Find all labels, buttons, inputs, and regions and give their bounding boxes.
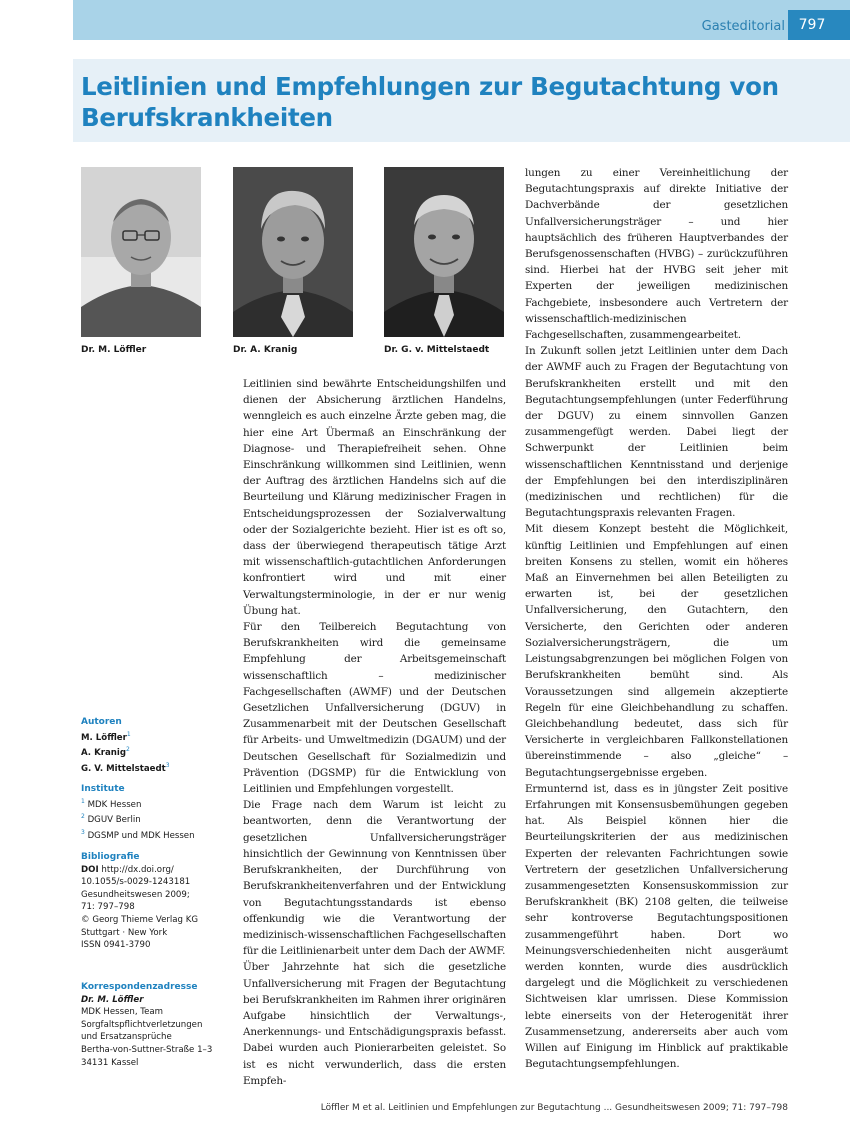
portrait-mittelstaedt [384, 167, 504, 337]
bibliography-block [81, 851, 231, 952]
doi-label: DOI [81, 864, 99, 875]
doi-link-cont[interactable]: 10.1055/s-0029-1243181 [81, 877, 191, 888]
address-line: MDK Hessen, Team [81, 1007, 164, 1018]
author-name: G. V. Mittelstaedt [81, 763, 166, 774]
header-bar [73, 0, 850, 40]
author-line [81, 760, 231, 775]
institute-sup: 2 [81, 813, 85, 821]
body-paragraph: Über Jahrzehnte hat sich die gesetzliche Unfallversicherung mit Fragen der Begutachtung bei Berufskrankheiten im Rahmen ihrer originären Aufgabe hinsichtlich der Verwaltungs-, Anerkennungs- und Entschädigungspraxis befasst. Dabei wurden auch Pionierarbeiten geleistet. So ist es nicht verwunderlich, dass die ersten Empfeh- [243, 961, 506, 1087]
body-paragraph: lungen zu einer Vereinheitlichung der Begutachtungspraxis auf direkte Initiative der Dachverbände der gesetzlichen Unfallversicherungsträger – und hier hauptsächlich des früheren Hauptverbandes der Berufsgenossenschaften (HVBG) – zurückzuführen sind. Hierbei hat der HVBG seit jeher mit Experten der jeweiligen medizinischen Fachgebiete, insbesondere auch Vertretern der wissenschaftlich-medizinischen Fachgesellschaften, zusammengearbeitet. [525, 167, 788, 342]
page-number-box [788, 10, 850, 40]
author-line [81, 729, 231, 744]
body-paragraph: In Zukunft sollen jetzt Leitlinien unter dem Dach der AWMF auch zu Fragen der Begutachtung von Berufskrankheiten erstellt und mit den Begutachtungsempfehlungen (unter Federführung der DGUV) zu einem sinnvollen Ganzen zusammengefügt werden. Dabei liegt der Schwerpunkt der Leitlinien beim wissenschaftlichen Kenntnisstand und derjenige der Empfehlungen bei den interdisziplinären (medizinischen und rechtlichen) für die Begutachtungspraxis relevanten Fragen. [525, 345, 788, 520]
author-name: A. Kranig [81, 747, 126, 758]
body-paragraph: Die Frage nach dem Warum ist leicht zu beantworten, denn die Verantwortung der gesetzlichen Unfallversicherungsträger hinsichtlich der Gewinnung von Kenntnissen über Berufskrankheiten, der Durchführung von Berufskrankheitenverfahren und der Entwicklung von Begutachtungsstandards ist ebenso offenkundig wie die Verantwortung der medizinisch-wissenschaftlichen Fachgesellschaften für die Leitlinienarbeit unter dem Dach der AWMF. [243, 799, 506, 958]
page-footer: Löffler M et al. Leitlinien und Empfehlungen zur Begutachtung ... Gesundheitswesen 2009; 71: 797–798 [320, 1103, 788, 1113]
doi-line [81, 864, 231, 877]
bib-line: © Georg Thieme Verlag KG [81, 914, 199, 925]
author-sup: 3 [165, 761, 170, 769]
portrait-photo [81, 167, 201, 337]
institute-name: DGUV Berlin [87, 814, 141, 825]
institutes-block [81, 783, 231, 842]
address-line: und Ersatzansprüche [81, 1032, 172, 1043]
portrait-photo [384, 167, 504, 337]
page-number: 797 [798, 17, 826, 33]
authors-heading: Autoren [81, 717, 122, 727]
section-label: Gasteditorial [701, 19, 785, 34]
bib-line: ISSN 0941-3790 [81, 940, 151, 951]
bib-line: Gesundheitswesen 2009; [81, 889, 190, 900]
bib-line: 71: 797–798 [81, 902, 135, 913]
correspondence-block [81, 981, 231, 1069]
institute-sup: 1 [81, 797, 85, 805]
doi-link[interactable]: http://dx.doi.org/ [101, 864, 174, 875]
body-column-right [525, 165, 788, 1072]
institute-line [81, 811, 231, 826]
institute-sup: 3 [81, 828, 85, 836]
author-sup: 2 [125, 746, 130, 754]
author-line [81, 744, 231, 759]
institutes-heading: Institute [81, 784, 125, 794]
correspondence-name: Dr. M. Löffler [81, 994, 144, 1005]
institute-line [81, 827, 231, 842]
body-paragraph: Ermunternd ist, dass es in jüngster Zeit positive Erfahrungen mit Konsensusbemühungen gegeben hat. Als Beispiel können hier die Beurteilungskriterien der aus medizinischen Experten der relevanten Fachrichtungen sowie Vertretern der gesetzlichen Unfallversicherung zusammengesetzten Konsensuskommission zur Berufskrankheit (BK) 2108 gelten, die teilweise sehr kontroverse Begutachtungspositionen zusammengeführt haben. Dort wo Meinungsverschiedenheiten nicht ausgeräumt werden konnten, wurde dies ausdrücklich dargelegt und die Möglichkeit zu verschiedenen Sichtweisen klar umrissen. Diese Kommission lebte einerseits von der Heterogenität ihrer Zusammensetzung, andererseits aber auch vom Willen auf Einigung im Hinblick auf praktikable Begutachtungsempfehlungen. [525, 782, 788, 1071]
institute-name: DGSMP und MDK Hessen [87, 830, 195, 841]
portrait-photo [233, 167, 353, 337]
address-line: 34131 Kassel [81, 1057, 139, 1068]
body-column-left [243, 376, 506, 1089]
portrait-caption: Dr. G. v. Mittelstaedt [384, 345, 490, 355]
author-sup: 1 [126, 730, 131, 738]
address-line: Bertha-von-Suttner-Straße 1–3 [81, 1044, 213, 1055]
title-band [73, 59, 850, 142]
portrait-caption: Dr. A. Kranig [233, 345, 298, 355]
body-paragraph: Für den Teilbereich Begutachtung von Berufskrankheiten wird die gemeinsame Empfehlung der Arbeitsgemeinschaft wissenschaftlich – medizinischer Fachgesellschaften (AWMF) und der Deutschen Gesetzlichen Unfallversicherung (DGUV) in Zusammenarbeit mit der Deutschen Gesellschaft für Arbeits- und Umweltmedizin (DGAUM) und der Deutschen Gesellschaft für Sozialmedizin und Prävention (DGSMP) für die Entwicklung von Leitlinien und Empfehlungen vorgestellt. [243, 621, 506, 796]
portrait-loeffler [81, 167, 201, 337]
body-paragraph: Leitlinien sind bewährte Entscheidungshilfen und dienen der Absicherung ärztlichen Handelns, wenngleich es auch einzelne Ärzte geben mag, die hier eine Art Übermaß an Einschränkung der Diagnose- und Therapiefreiheit sehen. Ohne Einschränkung willkommen sind Leitlinien, wenn der Auftrag des ärztlichen Handelns sich auf die Beurteilung und Klärung medizinischer Fragen in Entscheidungsprozessen der Sozialverwaltung oder der Sozialgerichte bezieht. Hier ist es oft so, dass der überwiegend therapeutisch tätige Arzt mit wissenschaftlich-gutachtlichen Anforderungen konfrontiert wird und mit einer Verwaltungsterminologie, in der er nur wenig Übung hat. [243, 378, 506, 617]
bib-line: Stuttgart · New York [81, 927, 168, 938]
authors-block [81, 716, 231, 775]
author-name: M. Löffler [81, 732, 127, 743]
institute-name: MDK Hessen [87, 799, 142, 810]
body-paragraph: Mit diesem Konzept besteht die Möglichkeit, künftig Leitlinien und Empfehlungen auf einen breiten Konsens zu stellen, womit ein höheres Maß an Einvernehmen bei allen Beteiligten zu erwarten ist, bei der gesetzlichen Unfallversicherung, den Gutachtern, den Versicherte, den Gerichten oder anderen Sozialversicherungsträgern, die um Leistungsabgrenzungen bei möglichen Folgen von Berufskrankheiten bemüht sind. Als Voraussetzungen sind allgemein akzeptierte Regeln für eine Gleichbehandlung zu schaffen. Gleichbehandlung bedeutet, dass sich für Versicherte in vergleichbaren Fallkonstellationen übereinstimmende – also „gleiche“ – Begutachtungsergebnisse ergeben. [525, 523, 788, 779]
bibliography-heading: Bibliografie [81, 852, 140, 862]
portrait-kranig [233, 167, 353, 337]
address-line: Sorgfaltspflichtverletzungen [81, 1019, 203, 1030]
article-title: Leitlinien und Empfehlungen zur Begutachtung von Berufskrankheiten [81, 72, 779, 132]
portrait-caption: Dr. M. Löffler [81, 345, 147, 355]
correspondence-heading: Korrespondenzadresse [81, 982, 198, 992]
institute-line [81, 796, 231, 811]
